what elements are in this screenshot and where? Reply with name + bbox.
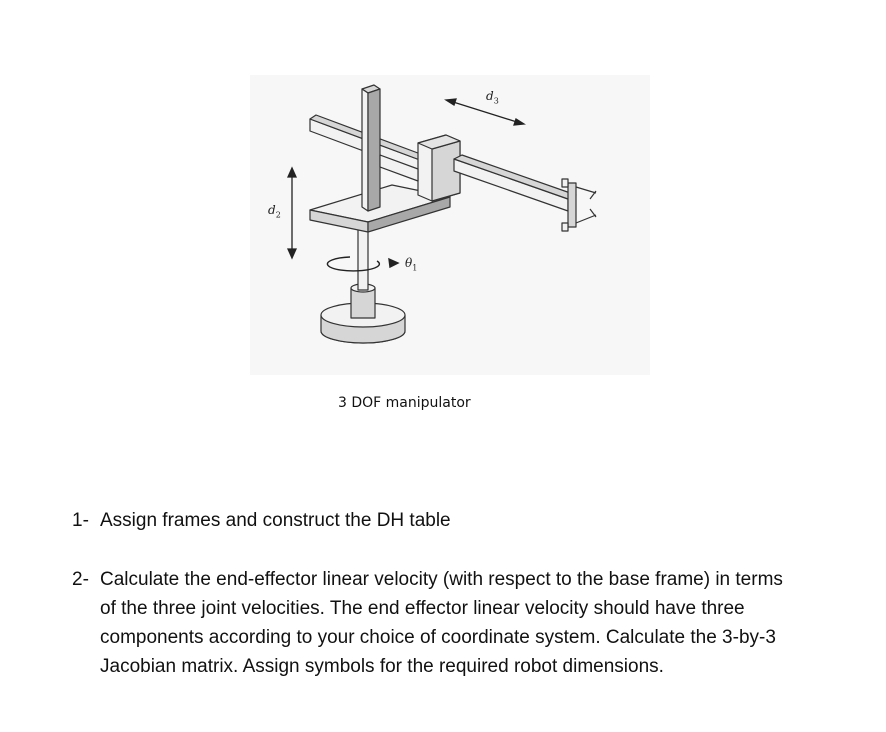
question-1 (72, 506, 812, 535)
gripper-jaws (576, 187, 596, 223)
extending-arm (454, 159, 568, 211)
figure-caption: 3 DOF manipulator (338, 395, 471, 411)
question-2 (72, 565, 792, 681)
d3-arrow (446, 99, 524, 125)
gripper-bottom-cap (562, 223, 568, 231)
d3-label: $d_3$ (486, 89, 499, 106)
question-1-text: Assign frames and construct the DH table (100, 510, 451, 531)
rotating-shaft (358, 225, 368, 290)
vertical-post-side (368, 89, 380, 211)
vertical-post-front (362, 89, 368, 211)
question-2-text: Calculate the end-effector linear velocity (with respect to the base frame) in terms of the three joint velocities. The end effector linear velocity should have three components according to your choice of coordinate system. Calculate the 3-by-3 Jacobian matrix. Assign symbols for the required robot dimensions. (100, 569, 783, 677)
gripper-body (568, 183, 576, 227)
manipulator-figure (250, 75, 650, 375)
gripper-top-cap (562, 179, 568, 187)
question-1-number: 1- (72, 510, 89, 531)
theta1-label: $\theta_1$ (405, 256, 418, 273)
manipulator-drawing (250, 75, 650, 375)
gripper-tips (590, 191, 596, 217)
d2-label: $d_2$ (268, 203, 281, 220)
question-2-number: 2- (72, 569, 89, 590)
d2-arrow (288, 168, 296, 258)
